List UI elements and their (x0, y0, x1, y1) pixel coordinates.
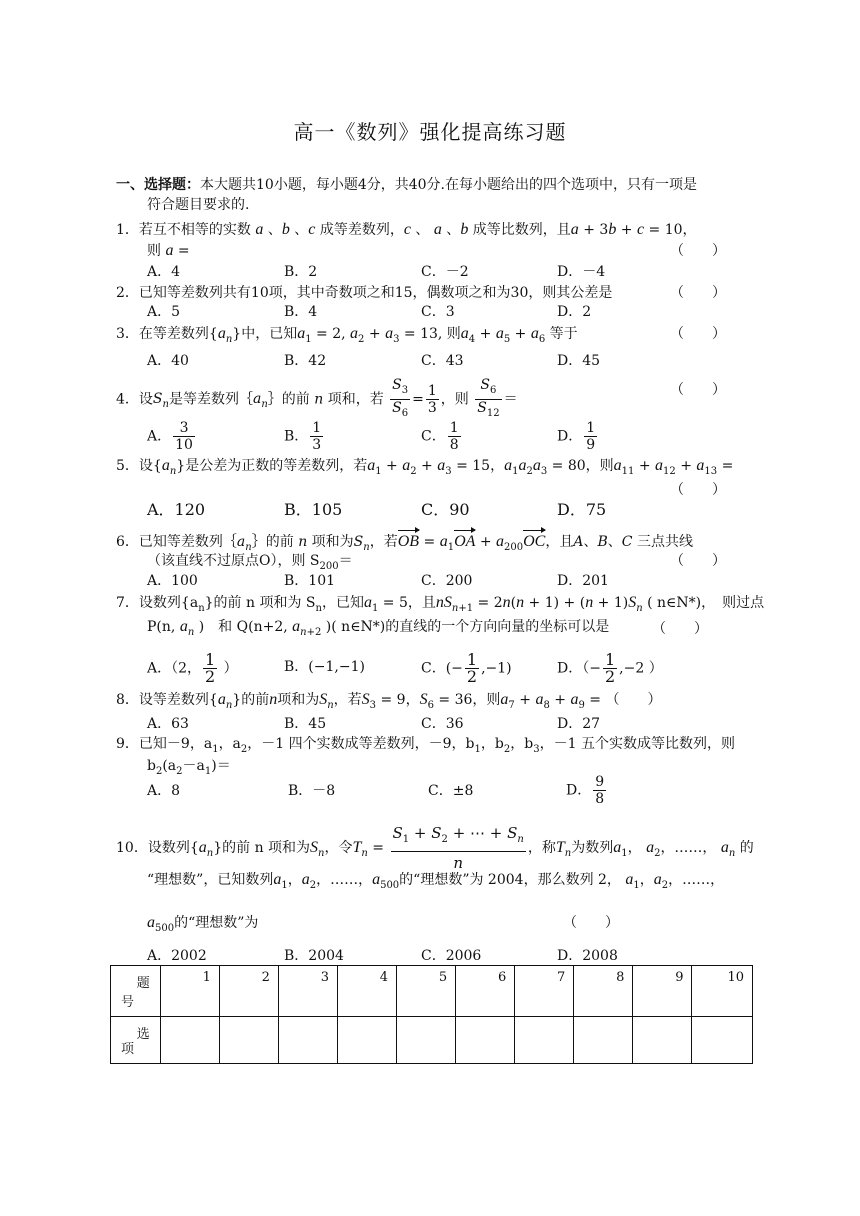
option-b: B．(−1,−1) (284, 659, 365, 675)
answer-paren: （ ） (670, 326, 726, 342)
frac-num: 1 (312, 420, 322, 436)
question-6: 6．已知等差数列$\{a_n\}$的前 n 项和为$S_n$，若OB = $a_1OA + a_{200}OC$，且A、B、C 三点共线 (116, 528, 693, 558)
question-3: 3．在等差数列$\{a_n\}$中，已知$a_1 = 2$, $a_2 + a_3 = 13$, 则$a_4 + a_5 + a_6$ 等于 (116, 325, 578, 345)
answer-cell[interactable] (633, 1017, 692, 1064)
q6-text: ｝的前 (251, 534, 294, 550)
q10-text: ， (627, 840, 642, 856)
q7-text: }的前 n 项和为 S (204, 595, 316, 611)
option-c: C．43 (421, 353, 464, 369)
frac-num: 1 (586, 420, 596, 436)
option-letter: A． (147, 428, 172, 445)
answer-cell[interactable] (219, 1017, 278, 1064)
q10-text: 的“理想数”为 (174, 915, 259, 931)
q10-text: 为数列 (571, 840, 614, 856)
question-number-cell: 7 (515, 966, 574, 1017)
answer-table (110, 965, 753, 1064)
option-b: B．45 (284, 716, 327, 732)
q10-text: ，令 (324, 840, 353, 856)
q10-text: 的 (739, 840, 754, 856)
q7-text: P(n, (147, 619, 176, 635)
header-text: 题 (136, 976, 150, 991)
q7-text: 设数列{a (138, 595, 199, 611)
q9-text: ，－1 五个实数成等比数列，则 (539, 736, 735, 752)
q4-text: 是等差数列｛ (168, 391, 253, 408)
answer-cell[interactable] (397, 1017, 456, 1064)
question-number-cell: 2 (219, 966, 278, 1017)
question-7: 7．设数列$\{a_n\}$的前 n 项和为 $S_n$，已知$a_1 = 5$，且$nS_{n+1} = 2n(n + 1) + (n + 1)S_n$ ( n∈N*)， 则过点 (116, 594, 765, 614)
q1-text: 成等差数列， (319, 222, 404, 238)
question-number-cell: 5 (397, 966, 456, 1017)
option-a: A．8 (147, 783, 181, 799)
option-d: D．（− $\frac{1}{2}$ ,−2 ） (557, 650, 663, 686)
option-text: ,−2 ） (619, 660, 663, 677)
section-label: 一、选择题： (116, 177, 200, 193)
frac-den: 3 (312, 437, 322, 453)
option-c: C．－2 (421, 264, 469, 280)
q4-text: ｝的前 (267, 391, 310, 408)
option-d: D．75 (557, 500, 607, 519)
option-text: ,−1) (481, 660, 512, 677)
answer-paren: （ ） (670, 243, 726, 259)
q9-text: )＝ (211, 758, 231, 774)
q6-text: ，且 (545, 534, 574, 550)
q10-text: ，……， (660, 840, 717, 856)
option-b: B．－8 (288, 783, 336, 799)
q7-text: ( n∈N*)， 则过点 (647, 595, 765, 611)
section-text-1: 本大题共10小题，每小题4分，共40分.在每小题给出的四个选项中，只有一项是 (200, 177, 697, 193)
question-number-cell: 4 (338, 966, 397, 1017)
answer-paren: （ ） (670, 285, 726, 301)
answer-cell[interactable] (574, 1017, 633, 1064)
option-c: C．36 (421, 716, 464, 732)
q7-text: ) 和 Q(n+2, (198, 619, 288, 635)
question-number: 6． (116, 534, 139, 550)
question-number: 4． (116, 391, 139, 408)
option-a: A．40 (147, 353, 189, 369)
q3-text: 等于 (549, 326, 578, 342)
q3-text: 则 (446, 326, 461, 342)
question-number-cell: 9 (633, 966, 692, 1017)
table-row (111, 966, 753, 1017)
question-5: 5．设$\{a_n\}$是公差为正数的等差数列，若$a_1 + a_2 + a_3 = 15$，$a_1a_2a_3 = 80$，则$a_{11} + a_{12} + a_{13}$ = (116, 457, 734, 477)
option-text: D．（− (557, 660, 601, 677)
option-c (421, 420, 463, 453)
q8-text: 的前 (241, 692, 270, 708)
q10-text: ， (639, 872, 654, 888)
question-number: 5． (116, 458, 139, 474)
q8-text: ，若 (333, 692, 362, 708)
q10-text: ，称 (527, 840, 556, 856)
section-text-2: 符合题目要求的. (147, 197, 250, 213)
option-b: B．42 (284, 353, 327, 369)
q10-text: “理想数”，已知数列 (147, 872, 274, 888)
option-b (284, 420, 325, 453)
q10-text: 设数列 (147, 840, 190, 856)
option-d: D．2008 (557, 948, 618, 964)
q6-text: 已知等差数列｛ (138, 534, 237, 550)
header-text: 选 (136, 1027, 150, 1042)
q6-text: 、 (607, 534, 622, 550)
answer-cell[interactable] (278, 1017, 337, 1064)
option-d: D．201 (557, 573, 609, 589)
q1-text: 成等比数列，且 (472, 222, 571, 238)
option-b: B．105 (284, 500, 343, 519)
answer-cell[interactable] (338, 1017, 397, 1064)
q7-text: ，且 (407, 595, 436, 611)
q4-text: ＝ (503, 391, 518, 408)
q9-text: ，a (218, 736, 241, 752)
q10-text: ，……， (316, 872, 373, 888)
q6-text: 三点共线 (636, 534, 693, 550)
answer-paren: （ ） (670, 482, 726, 498)
frac-num: 1 (449, 420, 459, 436)
q5-text: 是公差为正数的等差数列，若 (185, 458, 368, 474)
option-b: B．2004 (284, 948, 344, 964)
q9-text: 已知－9，a (138, 736, 213, 752)
option-a: A．2002 (147, 948, 207, 964)
option-d (566, 774, 608, 807)
q6-text: 、 (583, 534, 598, 550)
question-number: 2． (116, 285, 139, 301)
question-number: 10． (116, 840, 148, 856)
answer-paren: （ ） (670, 382, 726, 398)
q9-text: b (147, 758, 156, 774)
q7-text: ，已知 (321, 595, 364, 611)
option-letter: D． (566, 782, 592, 799)
question-number-cell: 8 (574, 966, 633, 1017)
option-a: A．5 (147, 304, 181, 320)
q10-line-2: “理想数”，已知数列$a_1$，$a_2$，……，$a_{500}$的“理想数”为 2004，那么数列 2， $a_1$，$a_2$，……， (147, 871, 725, 891)
option-a: A．100 (147, 573, 198, 589)
question-number: 8． (116, 692, 139, 708)
question-number: 1． (116, 222, 139, 238)
q9-text: (a (162, 758, 177, 774)
q6-text: 项和为 (311, 534, 354, 550)
option-d: D．45 (557, 353, 601, 369)
q8-text: 设等差数列 (138, 692, 209, 708)
q9-text: ，b (480, 736, 504, 752)
q1-text: 则 (147, 243, 161, 259)
option-a: A．4 (147, 264, 181, 280)
q9-text: ，－1 四个实数成等差数列，－9，b (247, 736, 475, 752)
question-number: 9． (116, 736, 139, 752)
option-text: A．（2， (147, 660, 202, 677)
option-c: C．200 (421, 573, 473, 589)
question-number-cell: 10 (692, 966, 753, 1017)
q9-text: －a (182, 758, 205, 774)
option-a: A．（2， $\frac{1}{2}$ ） (147, 650, 238, 686)
q10-text: ， (287, 872, 302, 888)
option-text: C．(− (421, 660, 463, 677)
header-text: 号 (121, 995, 135, 1010)
q6-text: ，若 (369, 534, 398, 550)
option-c: C．±8 (428, 783, 474, 799)
option-a (147, 420, 197, 453)
q5-text: ， (490, 458, 505, 474)
frac-den: 9 (586, 437, 596, 453)
q10-text: 的前 n 项和为 (222, 840, 311, 856)
option-d: D．2 (557, 304, 592, 320)
option-b: B．4 (284, 304, 318, 320)
q6-text: （该直线不过原点O），则 S (147, 553, 320, 569)
q7-line-2: P(n, $a_n$ ) 和 Q(n+2, $a_{n+2}$ )( n∈N*)的直线的一个方向向量的坐标可以是 (147, 618, 610, 638)
section-heading (116, 175, 697, 195)
q1-line-2: 则 a = (147, 242, 190, 259)
option-c: C．3 (421, 304, 455, 320)
option-a: A．120 (147, 500, 206, 519)
question-8: 8．设等差数列$\{a_n\}$的前n项和为$S_n$，若$S_3 = 9$，$S_6 = 36$，则$a_7 + a_8 + a_9$ = （ ） (116, 691, 662, 711)
question-9: 9．已知－9，$a_1$，$a_2$，－1 四个实数成等差数列，－9，$b_1$，$b_2$，$b_3$，－1 五个实数成等比数列，则 (116, 736, 735, 755)
q6-line-2: （该直线不过原点O），则 $S_{200}=$ (147, 553, 353, 572)
q4-text: 项和，若 (327, 391, 384, 408)
frac-den: 10 (175, 437, 193, 453)
option-letter: C． (421, 428, 446, 445)
q3-text: 在等差数列 (138, 326, 209, 342)
q4-text: ，则 (440, 391, 469, 408)
header-text: 项 (121, 1042, 135, 1057)
question-10: 10．设数列$\{a_n\}$的前 n 项和为$S_n$，令$T_n$ = $\frac{S_1 + S_2 + \cdots + S_n}{n}$ ，称$T_n$为数列$a_1$， $a_2$，……， $a_n$ 的 (116, 824, 754, 872)
question-4: 4．设$S_n$是等差数列$\{a_n\}$的前 n 项和，若 $\frac{S_3}{S_6}$ = $\frac{1}{3}$ ，则 $\frac{S_6}{S_{12}}$ ＝ (116, 377, 518, 419)
answer-cell[interactable] (692, 1017, 753, 1064)
option-a: A．63 (147, 716, 189, 732)
option-d: D．27 (557, 716, 601, 732)
header-cell (111, 1017, 161, 1064)
question-number-cell: 1 (160, 966, 219, 1017)
q9-text: ，b (510, 736, 534, 752)
q2-text: 已知等差数列共有10项，其中奇数项之和15，偶数项之和为30，则其公差是 (138, 285, 613, 301)
q9-line-2: $b_2(a_2-a_1)=$ (147, 758, 231, 777)
page-title: 高一《数列》强化提高练习题 (293, 120, 567, 144)
option-c: C．90 (421, 500, 470, 519)
frac-den: 8 (595, 791, 605, 807)
q7-text: )( n∈N*)的直线的一个方向向量的坐标可以是 (325, 619, 610, 635)
answer-paren: （ ） (563, 915, 619, 931)
answer-paren: （ ） (652, 621, 708, 637)
q1-text: 若互不相等的实数 (138, 222, 251, 238)
frac-den: 8 (449, 437, 459, 453)
option-d (557, 420, 599, 453)
option-b: B．101 (284, 573, 336, 589)
option-c: C．(− $\frac{1}{2}$ ,−1) (421, 650, 512, 686)
q3-text: 中，已知 (241, 326, 298, 342)
question-number: 3． (116, 326, 139, 342)
frac-num: 9 (595, 774, 605, 790)
q8-text: 项和为 (277, 692, 320, 708)
question-number-cell: 6 (456, 966, 515, 1017)
frac-num: 3 (173, 420, 195, 437)
answer-cell[interactable] (456, 1017, 515, 1064)
q5-text: ，则 (585, 458, 614, 474)
option-d: D．－4 (557, 264, 606, 280)
q4-text: 设 (138, 391, 153, 408)
answer-paren: （ ） (605, 692, 662, 708)
question-1: 1．若互不相等的实数 a 、b 、c 成等差数列，c 、 a 、b 成等比数列，且a + 3b + c = 10， (116, 221, 697, 238)
option-b: B．2 (284, 264, 318, 280)
header-cell (111, 966, 161, 1017)
q10-line-3: $a_{500}$的“理想数”为 (147, 914, 259, 934)
q6-text: ＝ (338, 553, 353, 569)
question-number-cell: 3 (278, 966, 337, 1017)
option-letter: B． (284, 428, 309, 445)
q8-text: ，则 (472, 692, 501, 708)
q5-text: 设 (138, 458, 153, 474)
q10-text: 的“理想数”为 2004，那么数列 2， (399, 872, 621, 888)
option-letter: D． (557, 428, 583, 445)
answer-cell[interactable] (160, 1017, 219, 1064)
option-c: C．2006 (421, 948, 482, 964)
answer-paren: （ ） (670, 553, 726, 569)
answer-cell[interactable] (515, 1017, 574, 1064)
q10-text: ，……， (668, 872, 725, 888)
table-row (111, 1017, 753, 1064)
question-number: 7． (116, 595, 139, 611)
question-2 (116, 283, 612, 303)
q8-text: ， (405, 692, 420, 708)
